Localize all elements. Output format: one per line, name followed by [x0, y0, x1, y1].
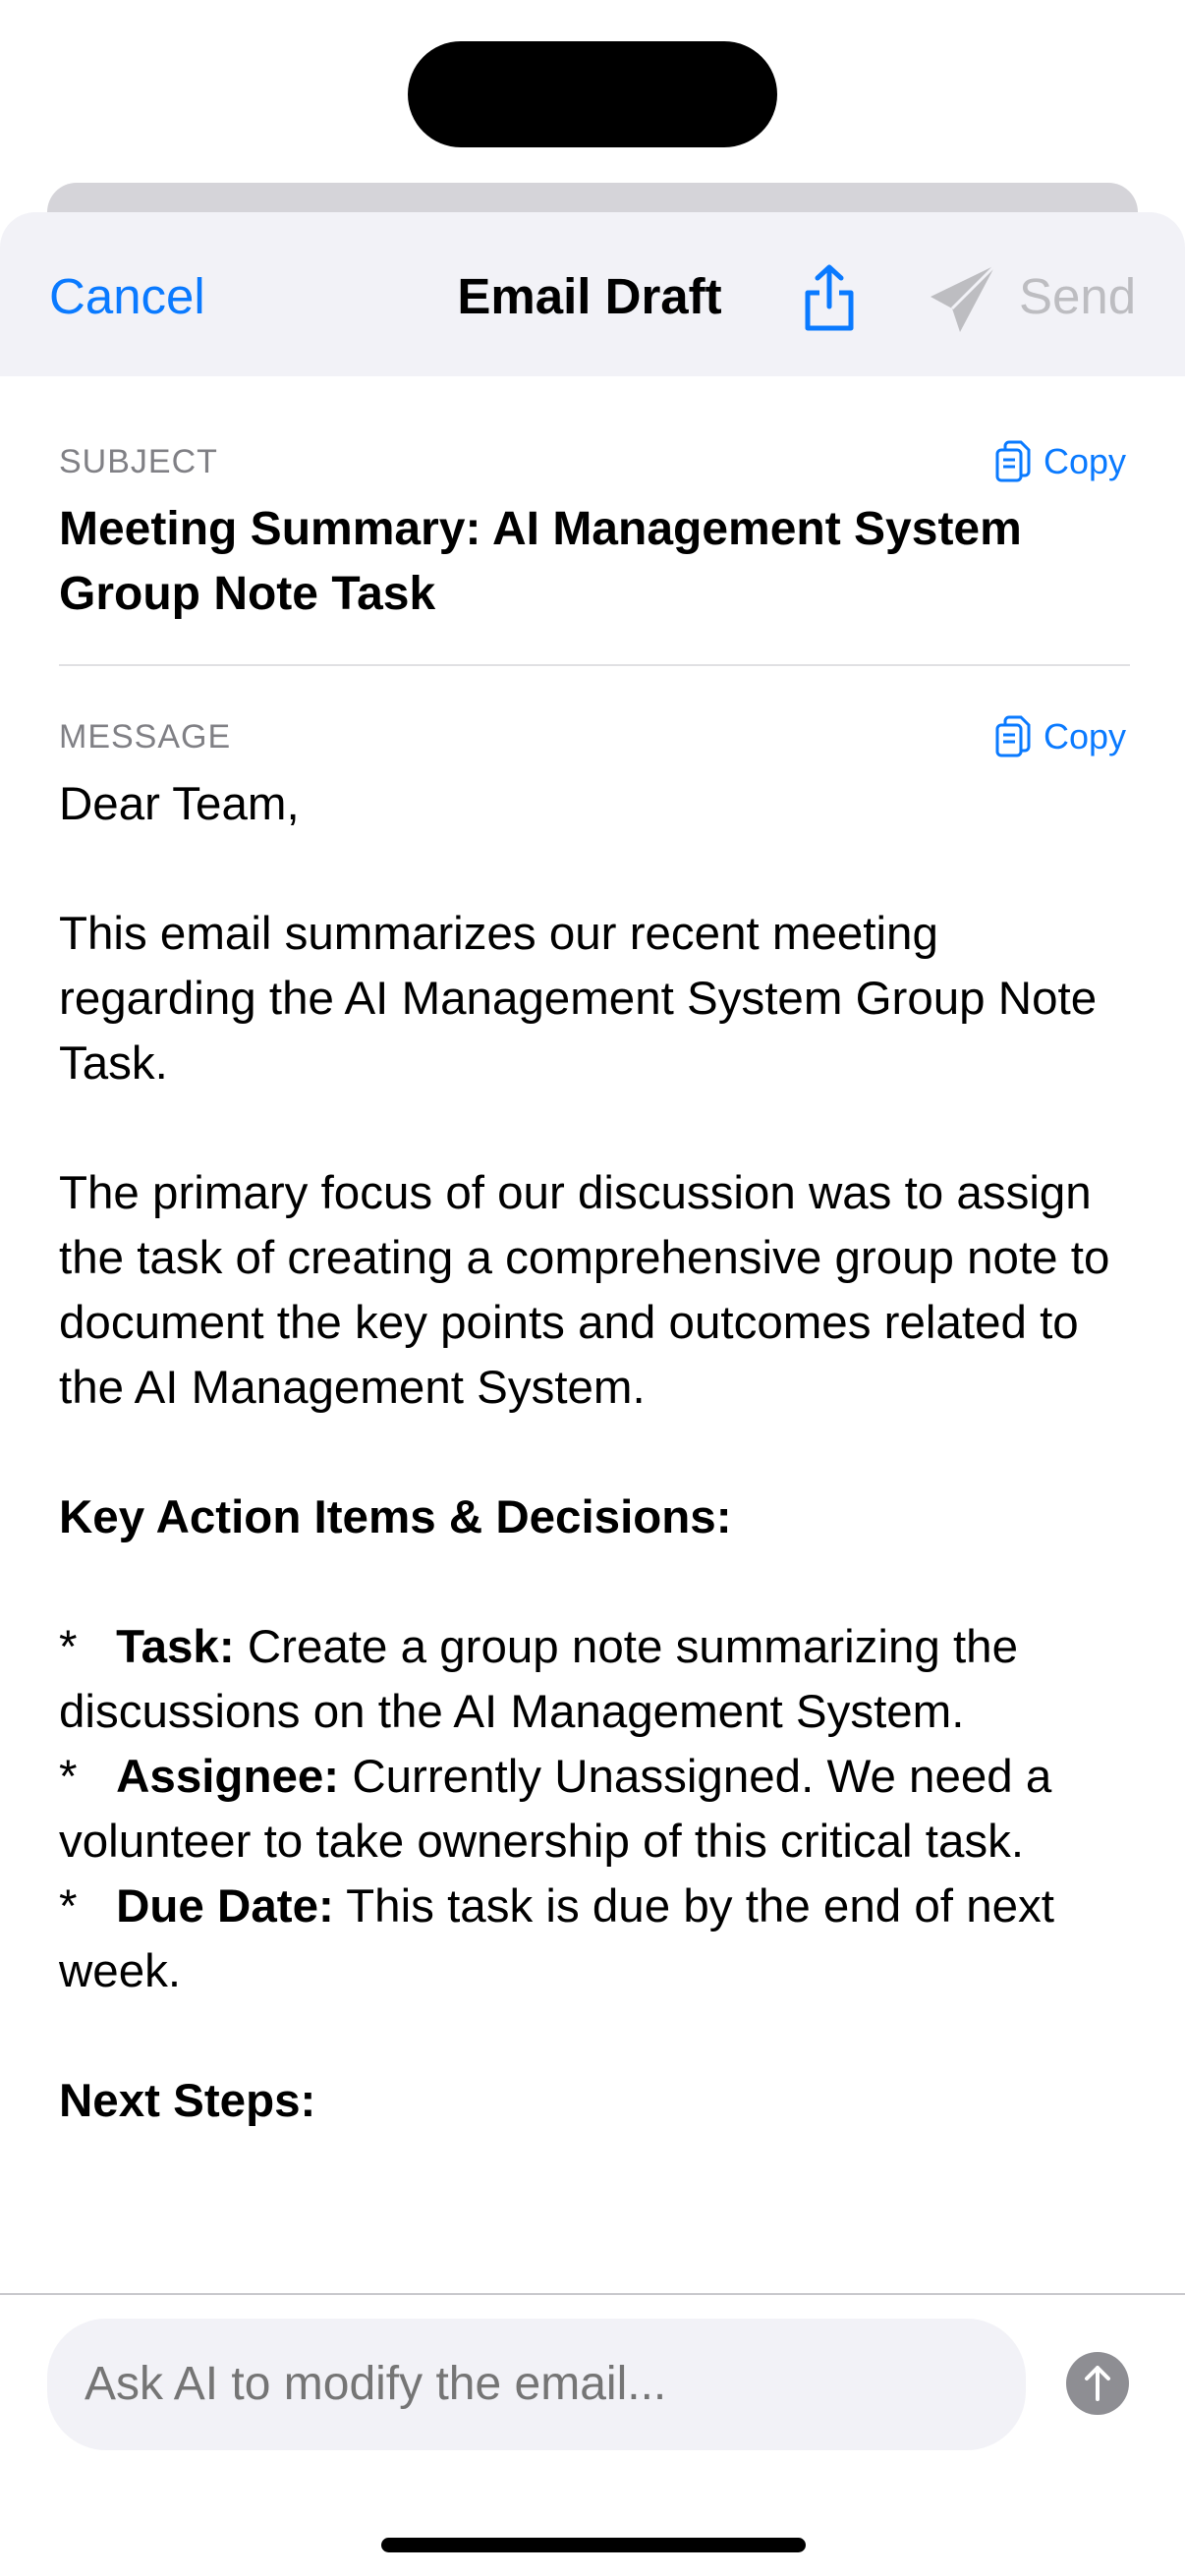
greeting: Dear Team,	[59, 778, 300, 830]
home-indicator	[381, 2538, 806, 2552]
email-draft-sheet	[0, 212, 1185, 2576]
dynamic-island	[408, 41, 777, 147]
copy-label: Copy	[1043, 441, 1126, 481]
paragraph: The primary focus of our discussion was to assign the task of creating a comprehensive group note to document the key points and outcomes related to the AI Management System.	[59, 1167, 1110, 1414]
bullet-item	[59, 1615, 1130, 1745]
subject-text[interactable]: Meeting Summary: AI Management System Group Note Task	[59, 503, 1022, 620]
bullet-label: Due Date:	[116, 1880, 334, 1932]
copy-icon	[994, 715, 1032, 758]
bullet-label: Assignee:	[116, 1751, 340, 1803]
title-text: Email Draft	[457, 268, 722, 324]
divider	[59, 664, 1130, 666]
cancel-button[interactable]: Cancel	[49, 268, 205, 324]
paragraph: This email summarizes our recent meeting regarding the AI Management System Group Note Task.	[59, 908, 1098, 1090]
submit-ai-button[interactable]	[1066, 2352, 1129, 2415]
section-heading	[59, 1485, 1130, 1550]
copy-subject-button[interactable]	[994, 438, 1126, 485]
section-heading	[59, 2069, 1130, 2134]
divider	[0, 2293, 1185, 2295]
message-label-text: MESSAGE	[59, 718, 232, 756]
ai-modify-input[interactable]	[47, 2319, 1026, 2450]
bullet-text: This task is due by the end of next week.	[59, 1880, 1054, 1997]
bullet-marker: *	[59, 1621, 78, 1673]
bullet-item	[59, 1875, 1130, 2004]
bullet-label: Task:	[116, 1621, 235, 1673]
bullet-marker: *	[59, 1751, 78, 1803]
copy-message-button[interactable]	[994, 713, 1126, 760]
paper-plane-icon[interactable]	[927, 263, 999, 334]
email-content[interactable]	[59, 438, 1130, 2293]
bullet-text: Create a group note summarizing the discussions on the AI Management System.	[59, 1621, 1019, 1738]
message-body[interactable]	[59, 772, 1130, 2134]
share-icon[interactable]	[798, 263, 861, 334]
message-label	[59, 713, 1130, 760]
subject-label-text: SUBJECT	[59, 443, 218, 480]
arrow-up-icon	[1066, 2352, 1129, 2415]
send-button[interactable]: Send	[1019, 268, 1137, 324]
bullet-marker: *	[59, 1880, 78, 1932]
copy-icon	[994, 440, 1032, 483]
subject-label	[59, 438, 1130, 485]
bullet-item	[59, 1745, 1130, 1875]
copy-label: Copy	[1043, 716, 1126, 756]
bullet-text: Currently Unassigned. We need a volunteer to take ownership of this critical task.	[59, 1751, 1052, 1868]
heading-text: Key Action Items & Decisions:	[59, 1491, 732, 1543]
nav-header	[0, 212, 1185, 376]
heading-text: Next Steps:	[59, 2075, 316, 2127]
